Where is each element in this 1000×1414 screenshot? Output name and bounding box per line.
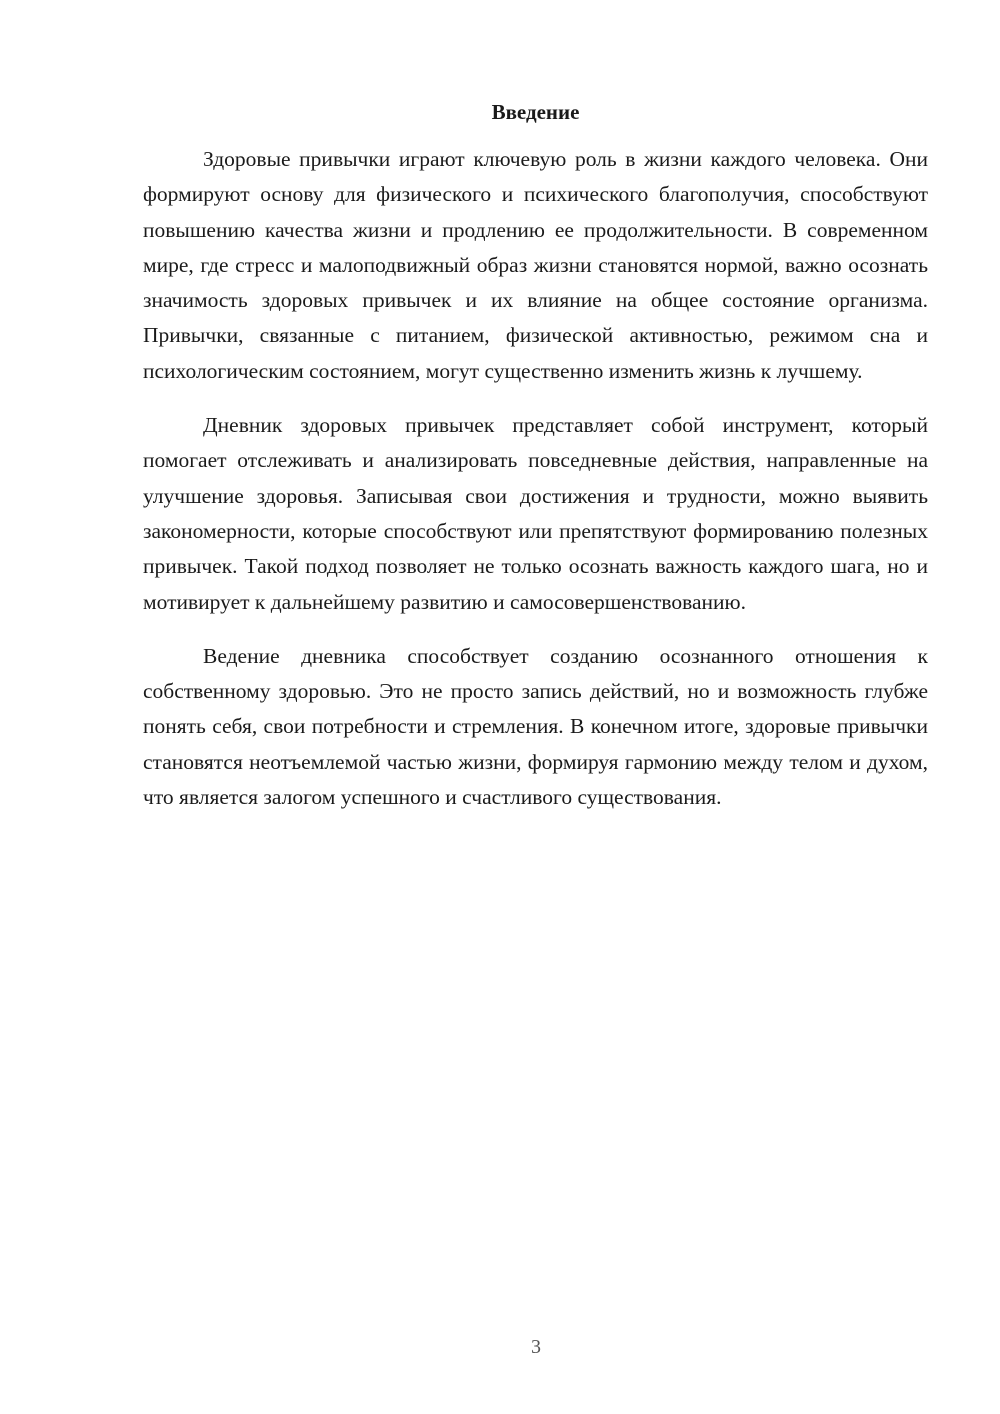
paragraph-1: Здоровые привычки играют ключевую роль в жизни каждого человека. Они формируют основу для физического и психического благополучия, способствуют повышению качества жизни и продлению ее продолжительности. В современном мире, где стресс и малоподвижный образ жизни становятся нормой, важно осознать значимость здоровых привычек и их влияние на общее состояние организма. Привычки, связанные с питанием, физической активностью, режимом сна и психологическим состоянием, могут существенно изменить жизнь к лучшему. (143, 147, 928, 383)
paragraph-3: Ведение дневника способствует созданию осознанного отношения к собственному здоровью. Это не просто запись действий, но и возможность глубже понять себя, свои потребности и стремления. В конечном итоге, здоровые привычки становятся неотъемлемой частью жизни, формируя гармонию между телом и духом, что является залогом успешного и счастливого существования. (143, 643, 928, 810)
body-text (143, 142, 928, 834)
section-heading: Введение (491, 100, 580, 124)
page-number: 3 (531, 1336, 541, 1358)
paragraph-2: Дневник здоровых привычек представляет собой инструмент, который помогает отслеживать и анализировать повседневные действия, направленные на улучшение здоровья. Записывая свои достижения и трудности, можно выявить закономерности, которые способствуют или препятствуют формированию полезных привычек. Такой подход позволяет не только осознать важность каждого шага, но и мотивирует к дальнейшему развитию и самосовершенствованию. (143, 413, 928, 614)
